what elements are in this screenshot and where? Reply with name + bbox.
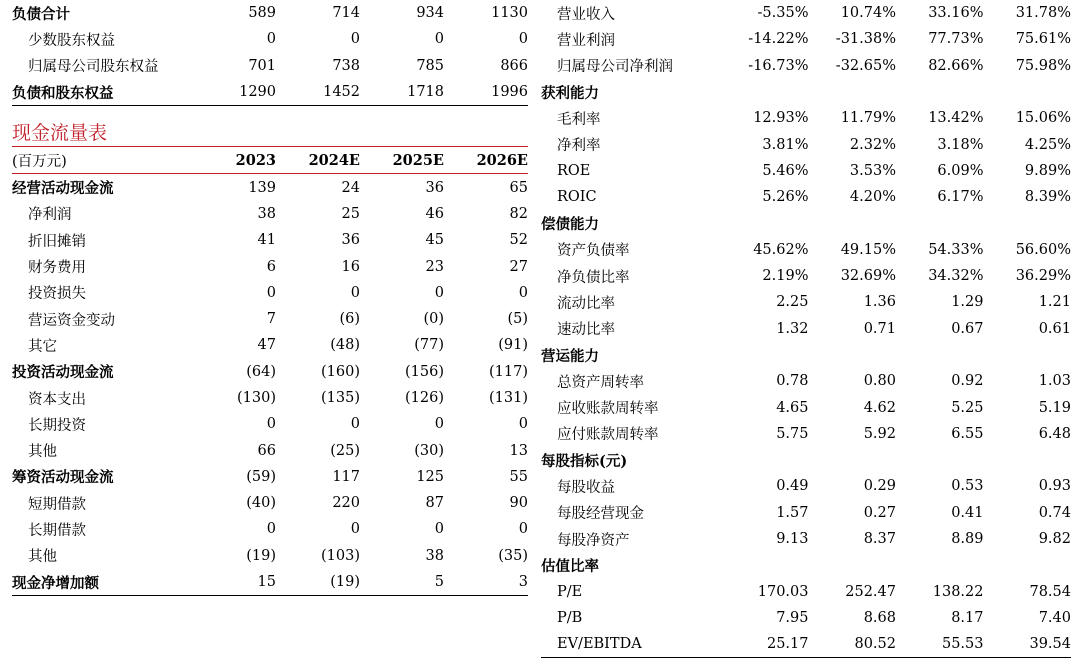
cell-value: 3.81% [762,136,809,153]
cell-value: 0.78 [776,373,809,390]
cell-value [896,447,984,473]
cell-value: 1.57 [776,504,809,521]
cell-value: 65 [509,179,528,196]
cell-value: 1718 [407,84,444,101]
row-label: 营运能力 [541,347,599,365]
cell-value: 589 [248,5,276,22]
row-label: 获利能力 [541,84,599,102]
cell-value: (160) [321,363,360,380]
table-row [12,26,528,52]
cell-value: 125 [416,468,444,485]
cell-value: 4.20% [849,189,896,206]
cell-value: 0 [350,31,360,48]
cell-value: 6.17% [937,189,984,206]
cell-value [809,79,897,105]
cell-value: 3.53% [849,162,896,179]
row-label: 投资损失 [28,286,86,303]
table-row [541,526,1071,552]
row-label: 经营活动现金流 [12,180,114,198]
cell-value: 9.82 [1038,531,1071,548]
row-label: 每股净资产 [557,532,630,549]
table-row [541,579,1071,605]
cell-value: 1290 [239,84,276,101]
cell-value: 0.41 [951,504,984,521]
cell-value: 5.25 [951,399,984,416]
cell-value: 13 [509,442,528,459]
cell-value: 2.32% [849,136,896,153]
row-label: 净利率 [557,138,601,155]
cell-value: (64) [246,363,276,380]
row-label: 总资产周转率 [557,374,644,391]
section-row [12,0,528,26]
cell-value [896,342,984,368]
row-label: 负债合计 [12,5,70,23]
cell-value [984,552,1072,578]
cell-value: 714 [332,5,360,22]
cell-value: 0.53 [951,478,984,495]
cell-value: 31.78% [1015,5,1071,22]
cell-value: 0 [266,416,276,433]
cell-value: 5.46% [762,162,809,179]
cell-value: (135) [321,390,360,406]
cell-value: 24 [341,179,360,196]
cell-value: 45.62% [753,241,809,258]
cell-value: 139 [248,179,276,196]
cell-value: 75.61% [1015,31,1071,48]
row-label: 每股经营现金 [557,506,644,523]
cell-value: 934 [416,5,444,22]
cell-value: 0 [434,284,444,301]
row-label: 估值比率 [541,557,599,575]
section-row [12,464,528,490]
cell-value [721,342,809,368]
cell-value: 13.42% [928,110,984,127]
cell-value: 82.66% [928,57,984,74]
row-label: 营运资金变动 [28,312,115,329]
cell-value: 87 [425,495,444,512]
cell-value: (0) [423,311,444,328]
row-label: 流动比率 [557,295,615,312]
table-row [12,385,528,411]
row-label: 负债和股东权益 [12,84,114,102]
section-row [541,447,1071,473]
row-label: 资产负债率 [557,243,630,260]
section-row [541,210,1071,236]
cell-value [721,79,809,105]
cell-value: 38 [425,547,444,564]
row-label: 净负债比率 [557,269,630,286]
cell-value: 15.06% [1015,110,1071,127]
row-label: P/E [557,583,583,600]
cell-value: 36.29% [1015,268,1071,285]
cell-value: 2.25 [776,294,809,311]
cell-value: 0.71 [863,320,896,337]
cell-value: 738 [332,57,360,74]
table-row [541,394,1071,420]
table-row [541,184,1071,210]
cell-value: 36 [341,232,360,249]
cell-value: 55 [509,468,528,485]
cell-value: 36 [425,179,444,196]
cell-value: 785 [416,57,444,74]
table-row [541,0,1071,26]
cell-value: 2.19% [762,268,809,285]
cell-value: 80.52 [854,636,896,653]
cell-value: 0 [518,416,528,433]
table-row [12,490,528,516]
table-row [541,53,1071,79]
cell-value: (91) [498,337,528,354]
table-row [12,306,528,332]
cell-value: 0 [350,521,360,538]
right-panel [541,0,1071,658]
cell-value: (25) [330,442,360,459]
table-row [541,237,1071,263]
cell-value: (48) [330,337,360,354]
table-row [12,53,528,79]
cell-value: 4.62 [863,399,896,416]
cell-value: -31.38% [835,31,896,48]
cell-value: 49.15% [840,241,896,258]
cell-value: 7.95 [776,609,809,626]
row-label: 资本支出 [28,391,86,408]
cashflow-unit: (百万元) [12,153,67,170]
cell-value: 0.67 [951,320,984,337]
cell-value: 0 [266,284,276,301]
cell-value: 8.89 [951,531,984,548]
section-row [541,79,1071,105]
cell-value [984,79,1072,105]
table-row [12,227,528,253]
cell-value: 5.26% [762,189,809,206]
table-row [541,289,1071,315]
cell-value: -32.65% [835,57,896,74]
table-row [12,437,528,463]
cell-value: 6.09% [937,162,984,179]
row-label: 其他 [28,444,57,461]
table-row [541,131,1071,157]
cell-value: -5.35% [757,5,809,22]
cell-value: 5.92 [863,425,896,442]
cell-value: (5) [507,311,528,328]
left-panel [12,0,528,596]
cell-value: 4.65 [776,399,809,416]
table-row [12,411,528,437]
cell-value: 56.60% [1015,241,1071,258]
cell-value: 8.68 [863,609,896,626]
cell-value: (35) [498,547,528,564]
table-row [541,263,1071,289]
cell-value: 0.49 [776,478,809,495]
cell-value: 66 [257,442,276,459]
cell-value: 170.03 [757,583,809,600]
cell-value [896,210,984,236]
cell-value: 77.73% [928,31,984,48]
cell-value: 220 [332,495,360,512]
cell-value: (30) [414,442,444,459]
cell-value: 866 [500,57,528,74]
table-row [541,605,1071,631]
ratios-table [541,0,1071,658]
cell-value: 6.55 [951,425,984,442]
section-row [12,359,528,385]
cell-value: 0.93 [1038,478,1071,495]
cell-value: 6 [266,258,276,275]
row-label: 应收账款周转率 [557,401,659,418]
section-row [541,342,1071,368]
table-row [541,631,1071,658]
row-label: 营业利润 [557,32,615,49]
cell-value: 5 [434,574,444,591]
cell-value: 39.54 [1029,636,1071,653]
cashflow-body [12,174,528,596]
cell-value: 0.92 [951,373,984,390]
cell-value [984,447,1072,473]
row-label: 长期投资 [28,417,86,434]
section-row [541,552,1071,578]
row-label: ROE [557,162,591,179]
cell-value: 1996 [491,84,528,101]
cell-value: 5.75 [776,425,809,442]
cell-value: 8.39% [1024,189,1071,206]
table-row [541,368,1071,394]
cell-value: 33.16% [928,5,984,22]
cell-value: (131) [489,390,528,406]
cell-value: (130) [237,390,276,406]
cell-value [896,552,984,578]
table-row [12,280,528,306]
cell-value: -16.73% [748,57,809,74]
cell-value: (19) [330,574,360,591]
cell-value: 8.17 [951,609,984,626]
cell-value: 12.93% [753,110,809,127]
table-row [12,253,528,279]
cell-value [984,342,1072,368]
table-row [541,421,1071,447]
cell-value: 0 [434,31,444,48]
row-label: ROIC [557,189,597,206]
cell-value: 1.21 [1038,294,1071,311]
row-label: 其他 [28,549,57,566]
cell-value: 46 [425,205,444,222]
cell-value: 0 [266,31,276,48]
cell-value: 1.36 [863,294,896,311]
cell-value: 1.29 [951,294,984,311]
table-row [541,316,1071,342]
cell-value: 0.61 [1038,320,1071,337]
cell-value: 78.54 [1029,583,1071,600]
cell-value: 54.33% [928,241,984,258]
cell-value: 34.32% [928,268,984,285]
cell-value: 117 [332,468,360,485]
table-row [541,158,1071,184]
balance-sheet-tail-body [12,0,528,106]
row-label: 速动比率 [557,322,615,339]
cell-value: 25.17 [766,636,809,653]
cell-value [896,79,984,105]
cell-value: (103) [321,547,360,564]
cell-value: 75.98% [1015,57,1071,74]
cell-value: (6) [339,311,360,328]
cell-value: 82 [509,205,528,222]
cell-value [809,552,897,578]
cell-value: 10.74% [840,5,896,22]
row-label: EV/EBITDA [557,636,642,653]
cell-value [721,552,809,578]
row-label: 少数股东权益 [28,32,115,49]
cell-value: (117) [489,363,528,380]
row-label: 投资活动现金流 [12,364,114,382]
cell-value: 0 [518,521,528,538]
row-label: 净利润 [28,207,72,224]
cashflow-table [12,147,528,596]
year-header: 2026E [476,151,528,169]
cell-value: 52 [509,232,528,249]
cell-value [809,447,897,473]
row-label: P/B [557,609,583,626]
cell-value: 7 [266,311,276,328]
cell-value: 701 [248,57,276,74]
row-label: 财务费用 [28,260,86,277]
cell-value: 0 [434,521,444,538]
year-header: 2023 [235,151,276,169]
cell-value: (40) [246,495,276,512]
cell-value: 0 [350,284,360,301]
cell-value: 27 [509,258,528,275]
row-label: 筹资活动现金流 [12,469,114,487]
cell-value: 55.53 [941,636,984,653]
year-header: 2025E [392,151,444,169]
table-row [541,473,1071,499]
cell-value: 45 [425,232,444,249]
row-label: 折旧摊销 [28,233,86,250]
table-row [12,516,528,542]
cell-value: 11.79% [840,110,896,127]
cell-value: 138.22 [932,583,984,600]
cell-value: 15 [257,574,276,591]
cell-value: 16 [341,258,360,275]
row-label: 归属母公司净利润 [557,59,673,76]
cell-value [984,210,1072,236]
cell-value [809,210,897,236]
cell-value: 0 [434,416,444,433]
cell-value: 1.32 [776,320,809,337]
row-label: 短期借款 [28,496,86,513]
balance-sheet-tail-table [12,0,528,106]
section-row [12,79,528,106]
cell-value: 0 [350,416,360,433]
section-row [12,569,528,596]
cell-value: (59) [246,468,276,485]
cell-value: 1.03 [1038,373,1071,390]
year-header: 2024E [308,151,360,169]
cell-value: 3 [518,574,528,591]
row-label: 应付账款周转率 [557,427,659,444]
cell-value [809,342,897,368]
cell-value [721,210,809,236]
row-label: 现金净增加额 [12,574,99,592]
cell-value: 47 [257,337,276,354]
cell-value: 4.25% [1024,136,1071,153]
cell-value: 5.19 [1038,399,1071,416]
cell-value: 6.48 [1038,425,1071,442]
row-label: 毛利率 [557,111,601,128]
cell-value: 1130 [491,5,528,22]
table-row [541,105,1071,131]
cell-value: (156) [405,363,444,380]
cell-value: (126) [405,390,444,406]
cell-value: 0.29 [863,478,896,495]
cell-value: 32.69% [840,268,896,285]
cell-value: (77) [414,337,444,354]
cell-value: 38 [257,205,276,222]
cell-value: 23 [425,258,444,275]
cell-value: 0.80 [863,373,896,390]
cell-value: 90 [509,495,528,512]
row-label: 每股指标(元) [541,452,628,470]
cell-value: 7.40 [1038,609,1071,626]
section-row [12,174,528,201]
row-label: 每股收益 [557,479,615,496]
cell-value: 0 [518,284,528,301]
cell-value: 252.47 [845,583,896,600]
table-row [12,201,528,227]
cell-value: 9.89% [1024,162,1071,179]
cashflow-title: 现金流量表 [12,120,528,147]
cell-value: 0.74 [1038,504,1071,521]
cell-value: 8.37 [863,531,896,548]
cell-value: 25 [341,205,360,222]
cell-value: 0.27 [863,504,896,521]
cell-value: 41 [257,232,276,249]
table-row [541,500,1071,526]
cell-value: 0 [518,31,528,48]
cashflow-header-row [12,147,528,174]
table-row [12,543,528,569]
row-label: 归属母公司股东权益 [28,59,159,76]
cell-value: -14.22% [748,31,809,48]
row-label: 偿债能力 [541,216,599,234]
table-row [12,332,528,358]
cell-value: (19) [246,547,276,564]
row-label: 营业收入 [557,6,615,23]
cell-value: 9.13 [776,531,809,548]
cell-value: 3.18% [937,136,984,153]
row-label: 其它 [28,338,57,355]
ratios-body [541,0,1071,658]
cell-value: 1452 [323,84,360,101]
cell-value: 0 [266,521,276,538]
cell-value [721,447,809,473]
row-label: 长期借款 [28,522,86,539]
table-row [541,26,1071,52]
